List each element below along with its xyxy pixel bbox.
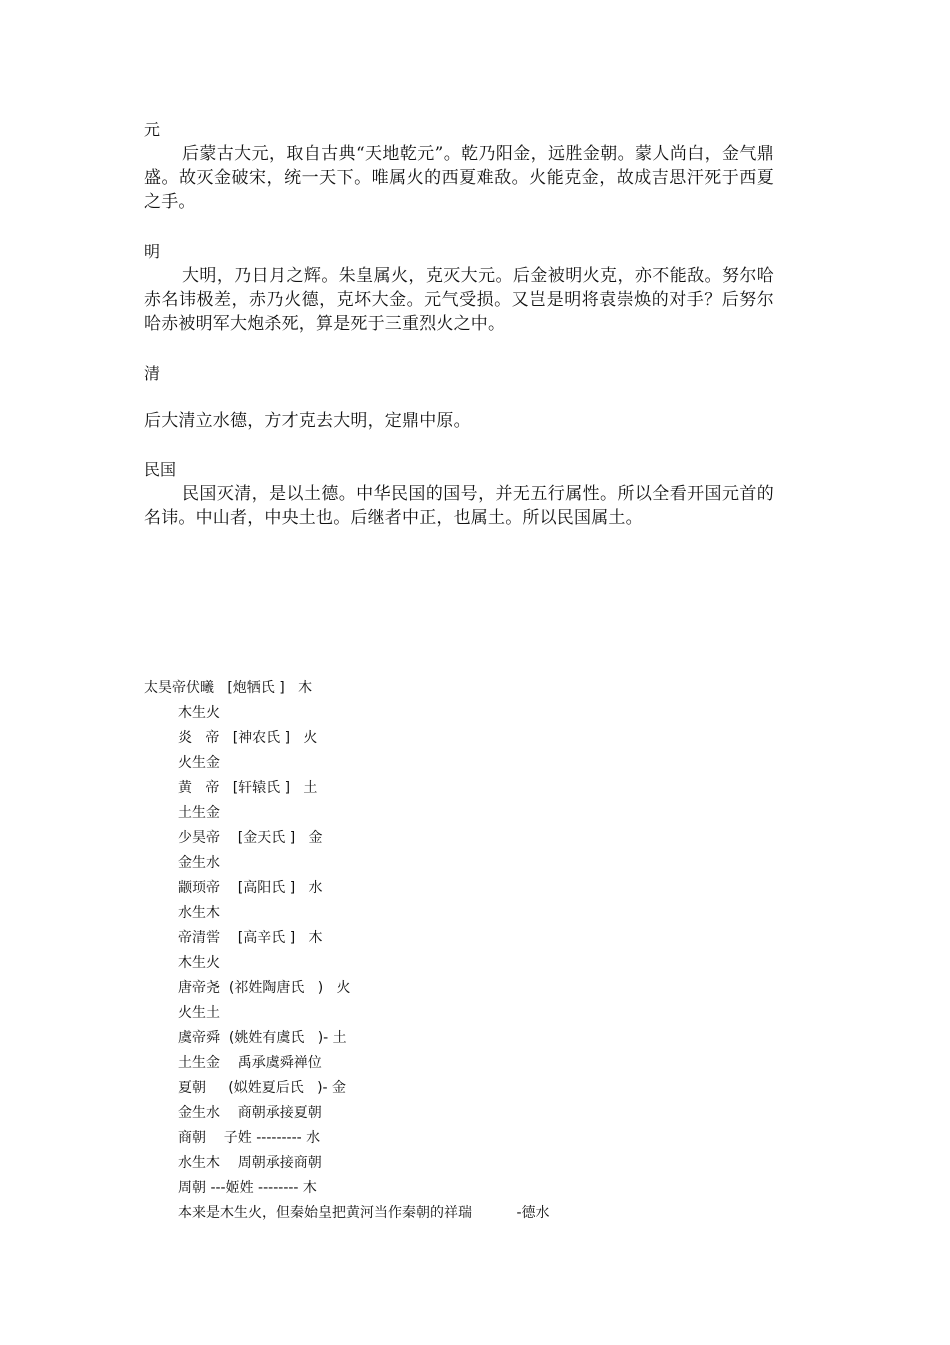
- lineage-line: 唐帝尧 (祁姓陶唐氏 ) 火: [178, 980, 351, 996]
- section-qing: [144, 362, 774, 386]
- section-heading: 明: [144, 242, 161, 261]
- lineage-line: 太昊帝伏曦 [炮牺氏 ] 木: [144, 680, 313, 696]
- section-heading: 清: [144, 364, 161, 383]
- section-qing-body: [144, 409, 774, 433]
- lineage-line: 金生水 商朝承接夏朝: [178, 1105, 322, 1121]
- lineage-line: 木生火: [178, 705, 220, 721]
- section-minguo: [144, 458, 774, 530]
- lineage-line: 土生金 禹承虞舜禅位: [178, 1055, 322, 1071]
- section-ming: [144, 240, 774, 336]
- lineage-line: 火生土: [178, 1005, 220, 1021]
- section-body: 后大清立水德，方才克去大明，定鼎中原。: [144, 411, 471, 431]
- lineage-line: 炎 帝 [神农氏 ] 火: [178, 730, 318, 746]
- section-body: 后蒙古大元，取自古典“天地乾元”。乾乃阳金，远胜金朝。蒙人尚白，金气鼎盛。故灭金破宋，统一天下。唯属火的西夏难敌。火能克金，故成吉思汗死于西夏之手。: [144, 144, 774, 212]
- lineage-line: 本来是木生火，但秦始皇把黄河当作秦朝的祥瑞 -德水: [178, 1205, 550, 1221]
- lineage-line: 夏朝 (姒姓夏后氏 )- 金: [178, 1080, 347, 1096]
- lineage-line: 火生金: [178, 755, 220, 771]
- lineage-line: 周朝 ---姬姓 -------- 木: [178, 1180, 317, 1196]
- lineage-line: 木生火: [178, 955, 220, 971]
- section-heading: 民国: [144, 460, 177, 479]
- lineage-line: 土生金: [178, 805, 220, 821]
- five-elements-lineage-list: [144, 676, 844, 1226]
- section-body: 民国灭清，是以土德。中华民国的国号，并无五行属性。所以全看开国元首的名讳。中山者，中央土也。后继者中正，也属土。所以民国属土。: [144, 484, 774, 528]
- lineage-line: 颛顼帝 [高阳氏 ] 水: [178, 880, 323, 896]
- lineage-line: 水生木 周朝承接商朝: [178, 1155, 322, 1171]
- lineage-line: 虞帝舜 (姚姓有虞氏 )- 土: [178, 1030, 347, 1046]
- section-body: 大明，乃日月之辉。朱皇属火，克灭大元。后金被明火克，亦不能敌。努尔哈赤名讳极差，赤乃火德，克坏大金。元气受损。又岂是明将袁崇焕的对手？后努尔哈赤被明军大炮杀死，算是死于三重烈火之中。: [144, 266, 774, 334]
- lineage-line: 商朝 子姓 --------- 水: [178, 1130, 321, 1146]
- section-yuan: [144, 118, 774, 214]
- lineage-line: 水生木: [178, 905, 220, 921]
- section-heading: 元: [144, 120, 161, 139]
- lineage-line: 帝清喾 [高辛氏 ] 木: [178, 930, 323, 946]
- lineage-line: 金生水: [178, 855, 220, 871]
- lineage-line: 少昊帝 [金天氏 ] 金: [178, 830, 323, 846]
- lineage-line: 黄 帝 [轩辕氏 ] 土: [178, 780, 318, 796]
